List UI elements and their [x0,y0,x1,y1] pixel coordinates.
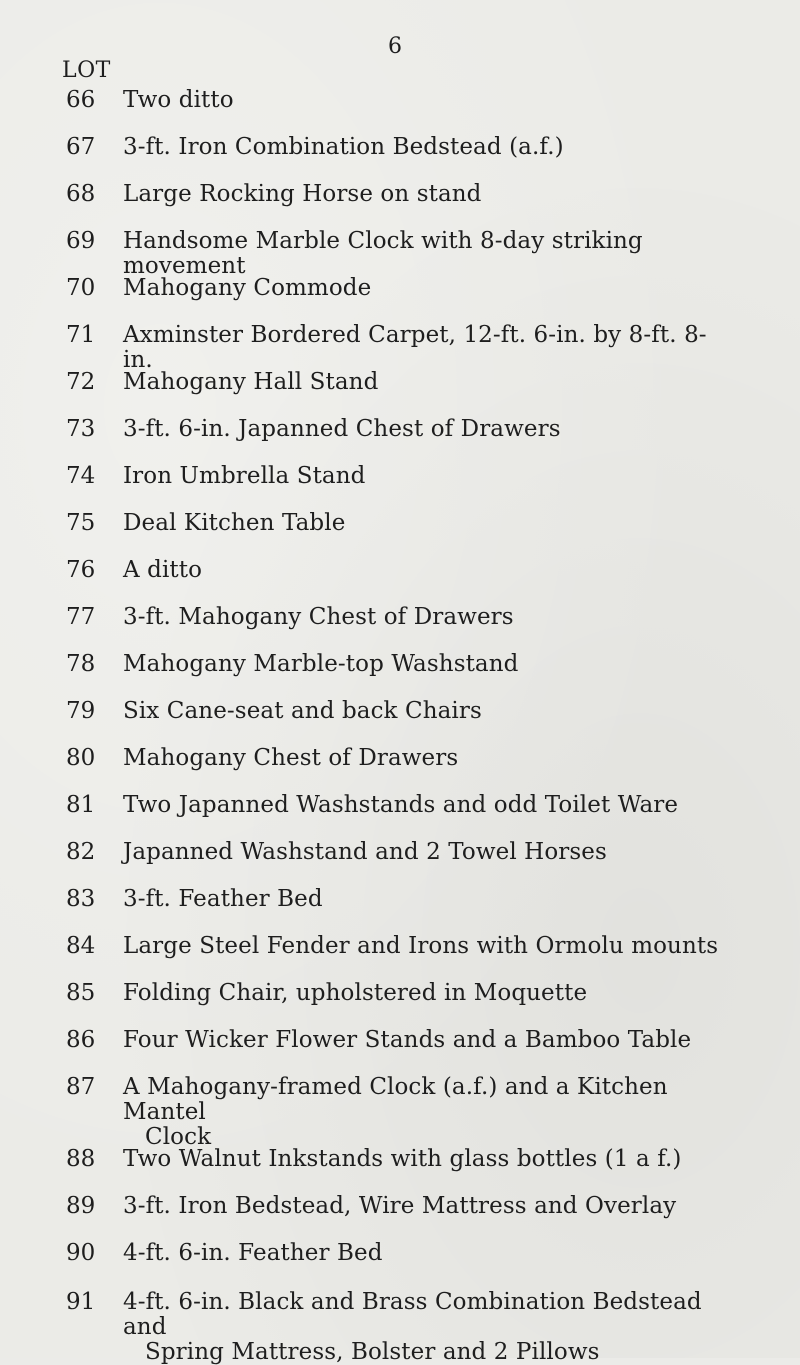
lot-description: Handsome Marble Clock with 8-day striking movement [123,228,643,279]
lot-number: 84 [66,933,96,959]
lot-number: 67 [66,134,96,160]
lot-description-line: A Mahogany-framed Clock (a.f.) and a Kitchen Mantel [123,1074,668,1125]
lot-number: 81 [66,792,96,818]
lot-column-header: LOT [62,58,111,83]
lot-number: 73 [66,416,96,442]
lot-number: 77 [66,604,96,630]
lot-description: Deal Kitchen Table [123,510,346,536]
lot-description: Mahogany Chest of Drawers [123,745,459,771]
lot-description: Two ditto [123,87,234,113]
lot-number: 66 [66,87,96,113]
lot-number: 79 [66,698,96,724]
lot-description [123,1290,733,1364]
lot-description: Iron Umbrella Stand [123,463,366,489]
lot-number: 70 [66,275,96,301]
lot-description: Two Walnut Inkstands with glass bottles (1 a f.) [123,1146,682,1172]
lot-description: 3-ft. Mahogany Chest of Drawers [123,604,514,630]
lot-number: 88 [66,1146,96,1172]
lot-description: Axminster Bordered Carpet, 12-ft. 6-in. by 8-ft. 8-in. [123,322,707,373]
lot-description: Four Wicker Flower Stands and a Bamboo Table [123,1027,692,1053]
lot-description: Six Cane-seat and back Chairs [123,698,482,724]
lot-description-continuation: Clock [145,1123,212,1150]
lot-description [123,1075,733,1149]
lot-number: 89 [66,1193,96,1219]
lot-description: Large Rocking Horse on stand [123,181,482,207]
lot-number: 76 [66,557,96,583]
lot-description: 3-ft. Iron Bedstead, Wire Mattress and Overlay [123,1193,677,1219]
lot-description: Mahogany Hall Stand [123,369,379,395]
lot-description: Two Japanned Washstands and odd Toilet Ware [123,792,679,818]
lot-description: Mahogany Commode [123,275,372,301]
lot-number: 78 [66,651,96,677]
lot-number: 68 [66,181,96,207]
lot-description: A ditto [123,557,203,583]
lot-number: 82 [66,839,96,865]
lot-number: 87 [66,1074,96,1100]
lot-number: 69 [66,228,96,254]
lot-number: 80 [66,745,96,771]
lot-number: 85 [66,980,96,1006]
lot-number: 86 [66,1027,96,1053]
lot-description: 3-ft. Feather Bed [123,886,323,912]
lot-description: Japanned Washstand and 2 Towel Horses [123,839,607,865]
lot-description-line: 4-ft. 6-in. Black and Brass Combination Bedstead and [123,1289,702,1340]
lot-number: 75 [66,510,96,536]
lot-description: Folding Chair, upholstered in Moquette [123,980,588,1006]
lot-number: 83 [66,886,96,912]
lot-description: Mahogany Marble-top Washstand [123,651,519,677]
lot-number: 90 [66,1240,96,1266]
lot-description: 4-ft. 6-in. Feather Bed [123,1240,383,1266]
lot-description: Large Steel Fender and Irons with Ormolu mounts [123,933,719,959]
lot-number: 91 [66,1289,96,1315]
lot-description-continuation: Spring Mattress, Bolster and 2 Pillows [145,1338,600,1365]
lot-number: 72 [66,369,96,395]
lot-description: 3-ft. 6-in. Japanned Chest of Drawers [123,416,561,442]
lot-number: 71 [66,322,96,348]
lot-number: 74 [66,463,96,489]
lot-description: 3-ft. Iron Combination Bedstead (a.f.) [123,134,564,160]
page-number: 6 [388,34,402,59]
